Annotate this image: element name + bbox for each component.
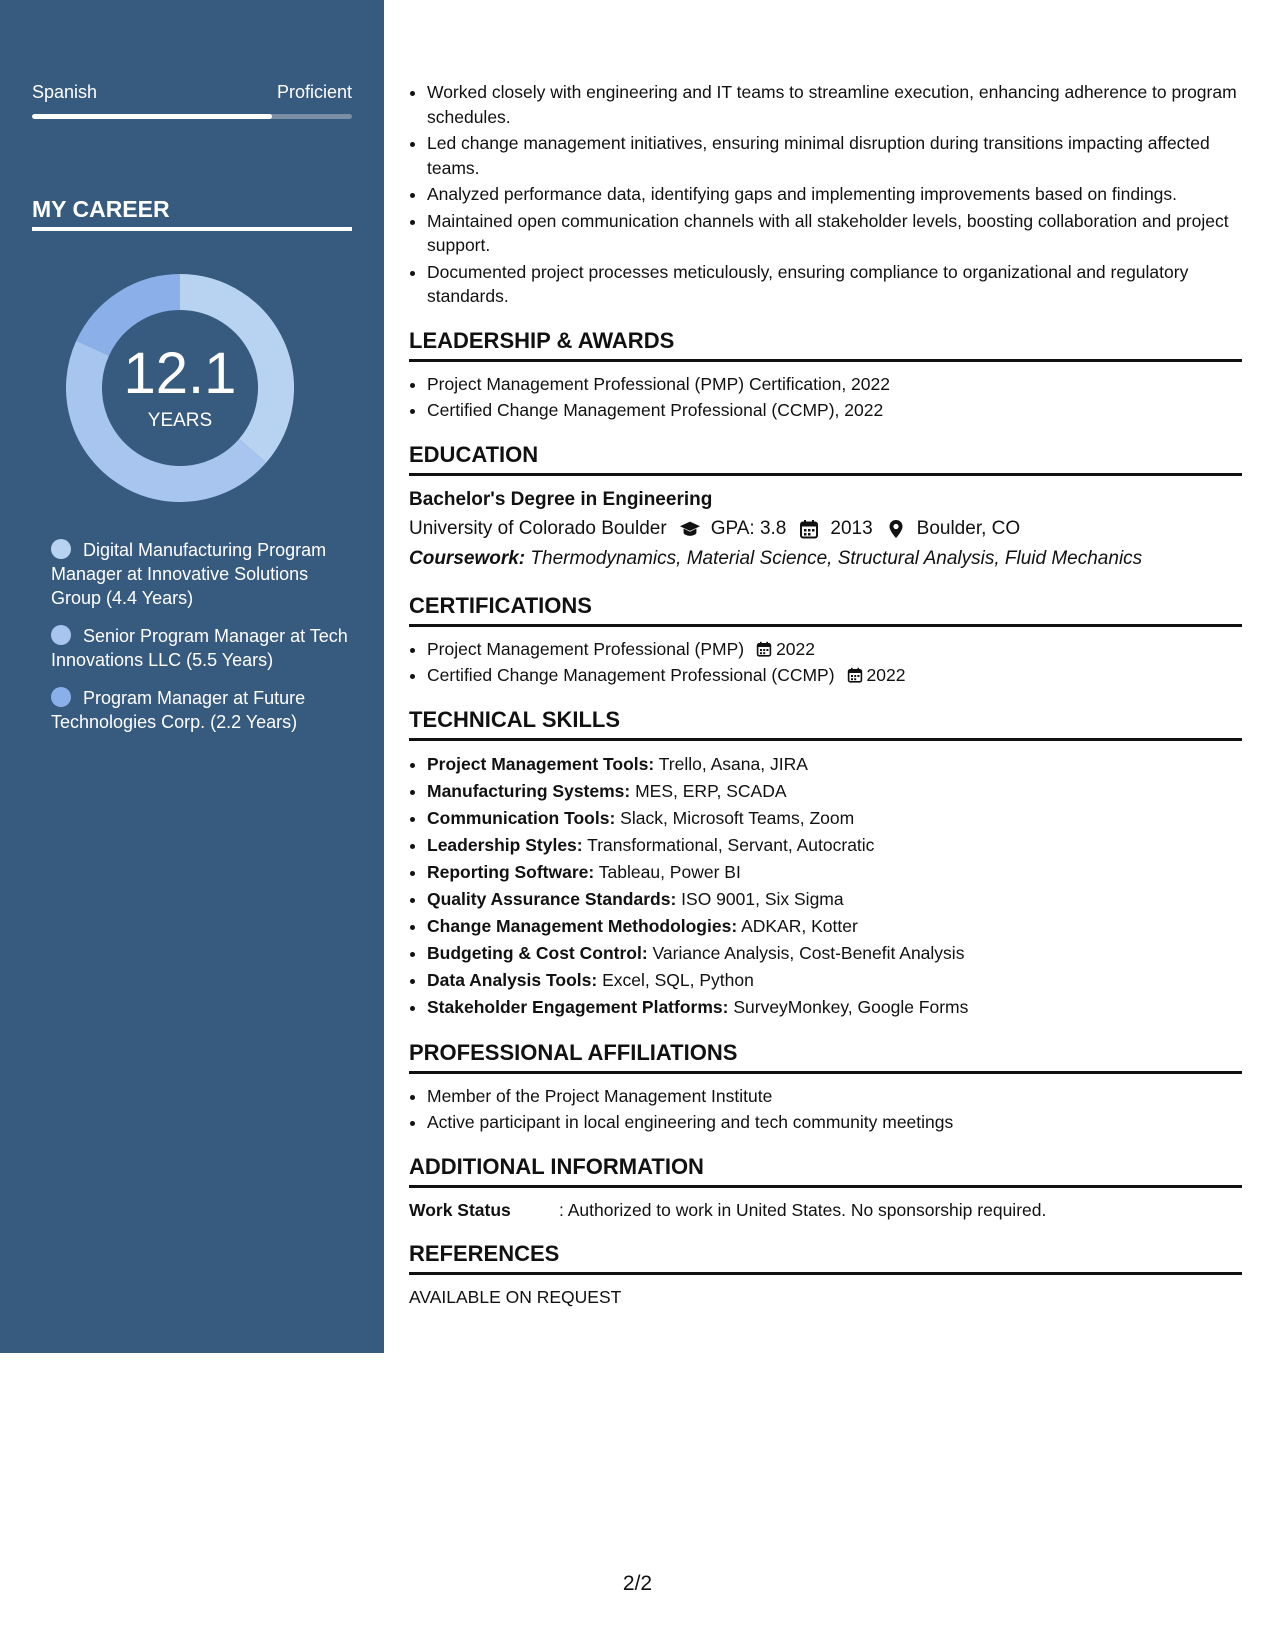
page-number: 2/2 [622, 1572, 653, 1595]
career-total-unit: YEARS [147, 410, 213, 431]
certification-name: Certified Change Management Professional (CCMP) [427, 665, 835, 685]
graduation-cap-icon [679, 519, 701, 539]
skill-value: ISO 9001, Six Sigma [681, 888, 844, 909]
section-title: CERTIFICATIONS [409, 592, 592, 618]
section-title: EDUCATION [409, 441, 539, 467]
calendar-icon [847, 667, 863, 683]
skill-label: Quality Assurance Standards: [427, 888, 677, 909]
skill-value: Excel, SQL, Python [602, 969, 754, 990]
section-divider [409, 1272, 1242, 1275]
experience-bullet: • Led change management initiatives, ensuring minimal disruption during transitions impacting affected teams. [427, 131, 1242, 180]
section-divider [409, 473, 1242, 476]
skills-section [409, 706, 1242, 1021]
affiliation-item: • Member of the Project Management Institute [427, 1084, 1242, 1109]
certification-year: 2022 [866, 665, 906, 685]
leadership-list [409, 372, 1242, 423]
affiliations-section [409, 1039, 1242, 1135]
experience-bullet: • Worked closely with engineering and IT teams to streamline execution, enhancing adherence to program schedules. [427, 80, 1242, 129]
skill-value: SurveyMonkey, Google Forms [733, 996, 969, 1017]
section-divider [409, 624, 1242, 627]
skill-value: Tableau, Power BI [598, 861, 741, 882]
job-color-dot [51, 625, 71, 645]
section-divider [409, 738, 1242, 741]
skill-item [427, 751, 1242, 778]
experience-bullet: • Maintained open communication channels with all stakeholder levels, boosting collaboration and project support. [427, 209, 1242, 258]
coursework-label: Coursework: [409, 547, 526, 569]
section-title: REFERENCES [409, 1240, 560, 1266]
skill-item [427, 913, 1242, 940]
work-status-row [409, 1198, 1242, 1222]
education-degree: Bachelor's Degree in Engineering [409, 488, 713, 510]
skill-value: Slack, Microsoft Teams, Zoom [620, 807, 855, 828]
certifications-section [409, 592, 1242, 688]
calendar-icon [756, 641, 772, 657]
job-color-dot [51, 687, 71, 707]
career-job-item [51, 624, 351, 672]
job-label: Senior Program Manager at Tech Innovations LLC (5.5 Years) [51, 626, 348, 670]
skill-value: MES, ERP, SCADA [635, 780, 787, 801]
skill-label: Budgeting & Cost Control: [427, 942, 648, 963]
section-divider [409, 359, 1242, 362]
references-text: AVAILABLE ON REQUEST [409, 1286, 622, 1307]
skill-item [427, 778, 1242, 805]
section-title: ADDITIONAL INFORMATION [409, 1153, 704, 1179]
education-coursework [409, 544, 1242, 574]
skill-label: Communication Tools: [427, 807, 616, 828]
career-job-item [51, 538, 351, 610]
leadership-item: • Project Management Professional (PMP) Certification, 2022 [427, 372, 1242, 397]
coursework-value: Thermodynamics, Material Science, Structural Analysis, Fluid Mechanics [530, 547, 1143, 569]
leadership-section [409, 327, 1242, 423]
affiliation-item: • Active participant in local engineering and tech community meetings [427, 1110, 1242, 1135]
skill-label: Data Analysis Tools: [427, 969, 598, 990]
references-section [409, 1240, 1242, 1309]
additional-info-section [409, 1153, 1242, 1222]
career-title: MY CAREER [32, 196, 170, 222]
education-gpa: GPA: 3.8 [710, 517, 787, 539]
skill-label: Change Management Methodologies: [427, 915, 738, 936]
work-status-label: Work Status [409, 1199, 511, 1220]
education-location: Boulder, CO [916, 517, 1021, 539]
language-proficiency-bar [32, 114, 352, 119]
section-title: LEADERSHIP & AWARDS [409, 327, 675, 353]
education-details [409, 514, 1242, 544]
skill-value: Trello, Asana, JIRA [658, 753, 808, 774]
certification-year: 2022 [776, 638, 816, 659]
skill-label: Project Management Tools: [427, 753, 655, 774]
section-divider [409, 1185, 1242, 1188]
career-job-list [51, 538, 351, 748]
affiliations-list [409, 1084, 1242, 1135]
experience-bullet: • Analyzed performance data, identifying gaps and implementing improvements based on findings. [427, 182, 1242, 207]
career-total-years: 12.1 [123, 341, 237, 406]
career-donut-segment [93, 292, 180, 348]
skill-item [427, 859, 1242, 886]
skill-item [427, 805, 1242, 832]
job-label: Program Manager at Future Technologies Corp. (2.2 Years) [51, 688, 306, 732]
career-title-underline [32, 227, 352, 231]
location-pin-icon [885, 519, 907, 539]
job-color-dot [51, 539, 71, 559]
language-proficiency-fill [32, 114, 272, 119]
skill-label: Manufacturing Systems: [427, 780, 631, 801]
certification-name: Project Management Professional (PMP) [427, 638, 745, 659]
main-content [409, 80, 1242, 1309]
skill-label: Stakeholder Engagement Platforms: [427, 996, 729, 1017]
work-status-value: : Authorized to work in United States. No sponsorship required. [559, 1199, 1047, 1220]
language-level: Proficient [276, 82, 352, 102]
career-job-item [51, 686, 351, 734]
experience-bullets [409, 80, 1242, 309]
section-title: TECHNICAL SKILLS [409, 706, 621, 732]
job-label: Digital Manufacturing Program Manager at Innovative Solutions Group (4.4 Years) [51, 540, 327, 608]
skill-value: ADKAR, Kotter [741, 915, 858, 936]
section-title: PROFESSIONAL AFFILIATIONS [409, 1039, 738, 1065]
calendar-icon [798, 519, 820, 539]
certifications-list [409, 637, 1242, 688]
language-name: Spanish [32, 82, 98, 102]
skills-list [409, 751, 1242, 1021]
skill-label: Leadership Styles: [427, 834, 583, 855]
skill-item [427, 967, 1242, 994]
leadership-item: • Certified Change Management Professional (CCMP), 2022 [427, 398, 1242, 423]
education-school: University of Colorado Boulder [409, 517, 667, 539]
section-divider [409, 1071, 1242, 1074]
education-section [409, 441, 1242, 574]
education-year: 2013 [830, 517, 873, 539]
language-row [32, 82, 352, 103]
experience-bullet: • Documented project processes meticulously, ensuring compliance to organizational and regulatory standards. [427, 260, 1242, 309]
skill-value: Transformational, Servant, Autocratic [587, 834, 875, 855]
skill-value: Variance Analysis, Cost-Benefit Analysis [652, 942, 965, 963]
certification-item [427, 637, 1242, 662]
skill-item [427, 940, 1242, 967]
certification-item [427, 663, 1242, 688]
sidebar [0, 0, 384, 1353]
skill-item [427, 886, 1242, 913]
skill-label: Reporting Software: [427, 861, 595, 882]
skill-item [427, 832, 1242, 859]
skill-item [427, 994, 1242, 1021]
